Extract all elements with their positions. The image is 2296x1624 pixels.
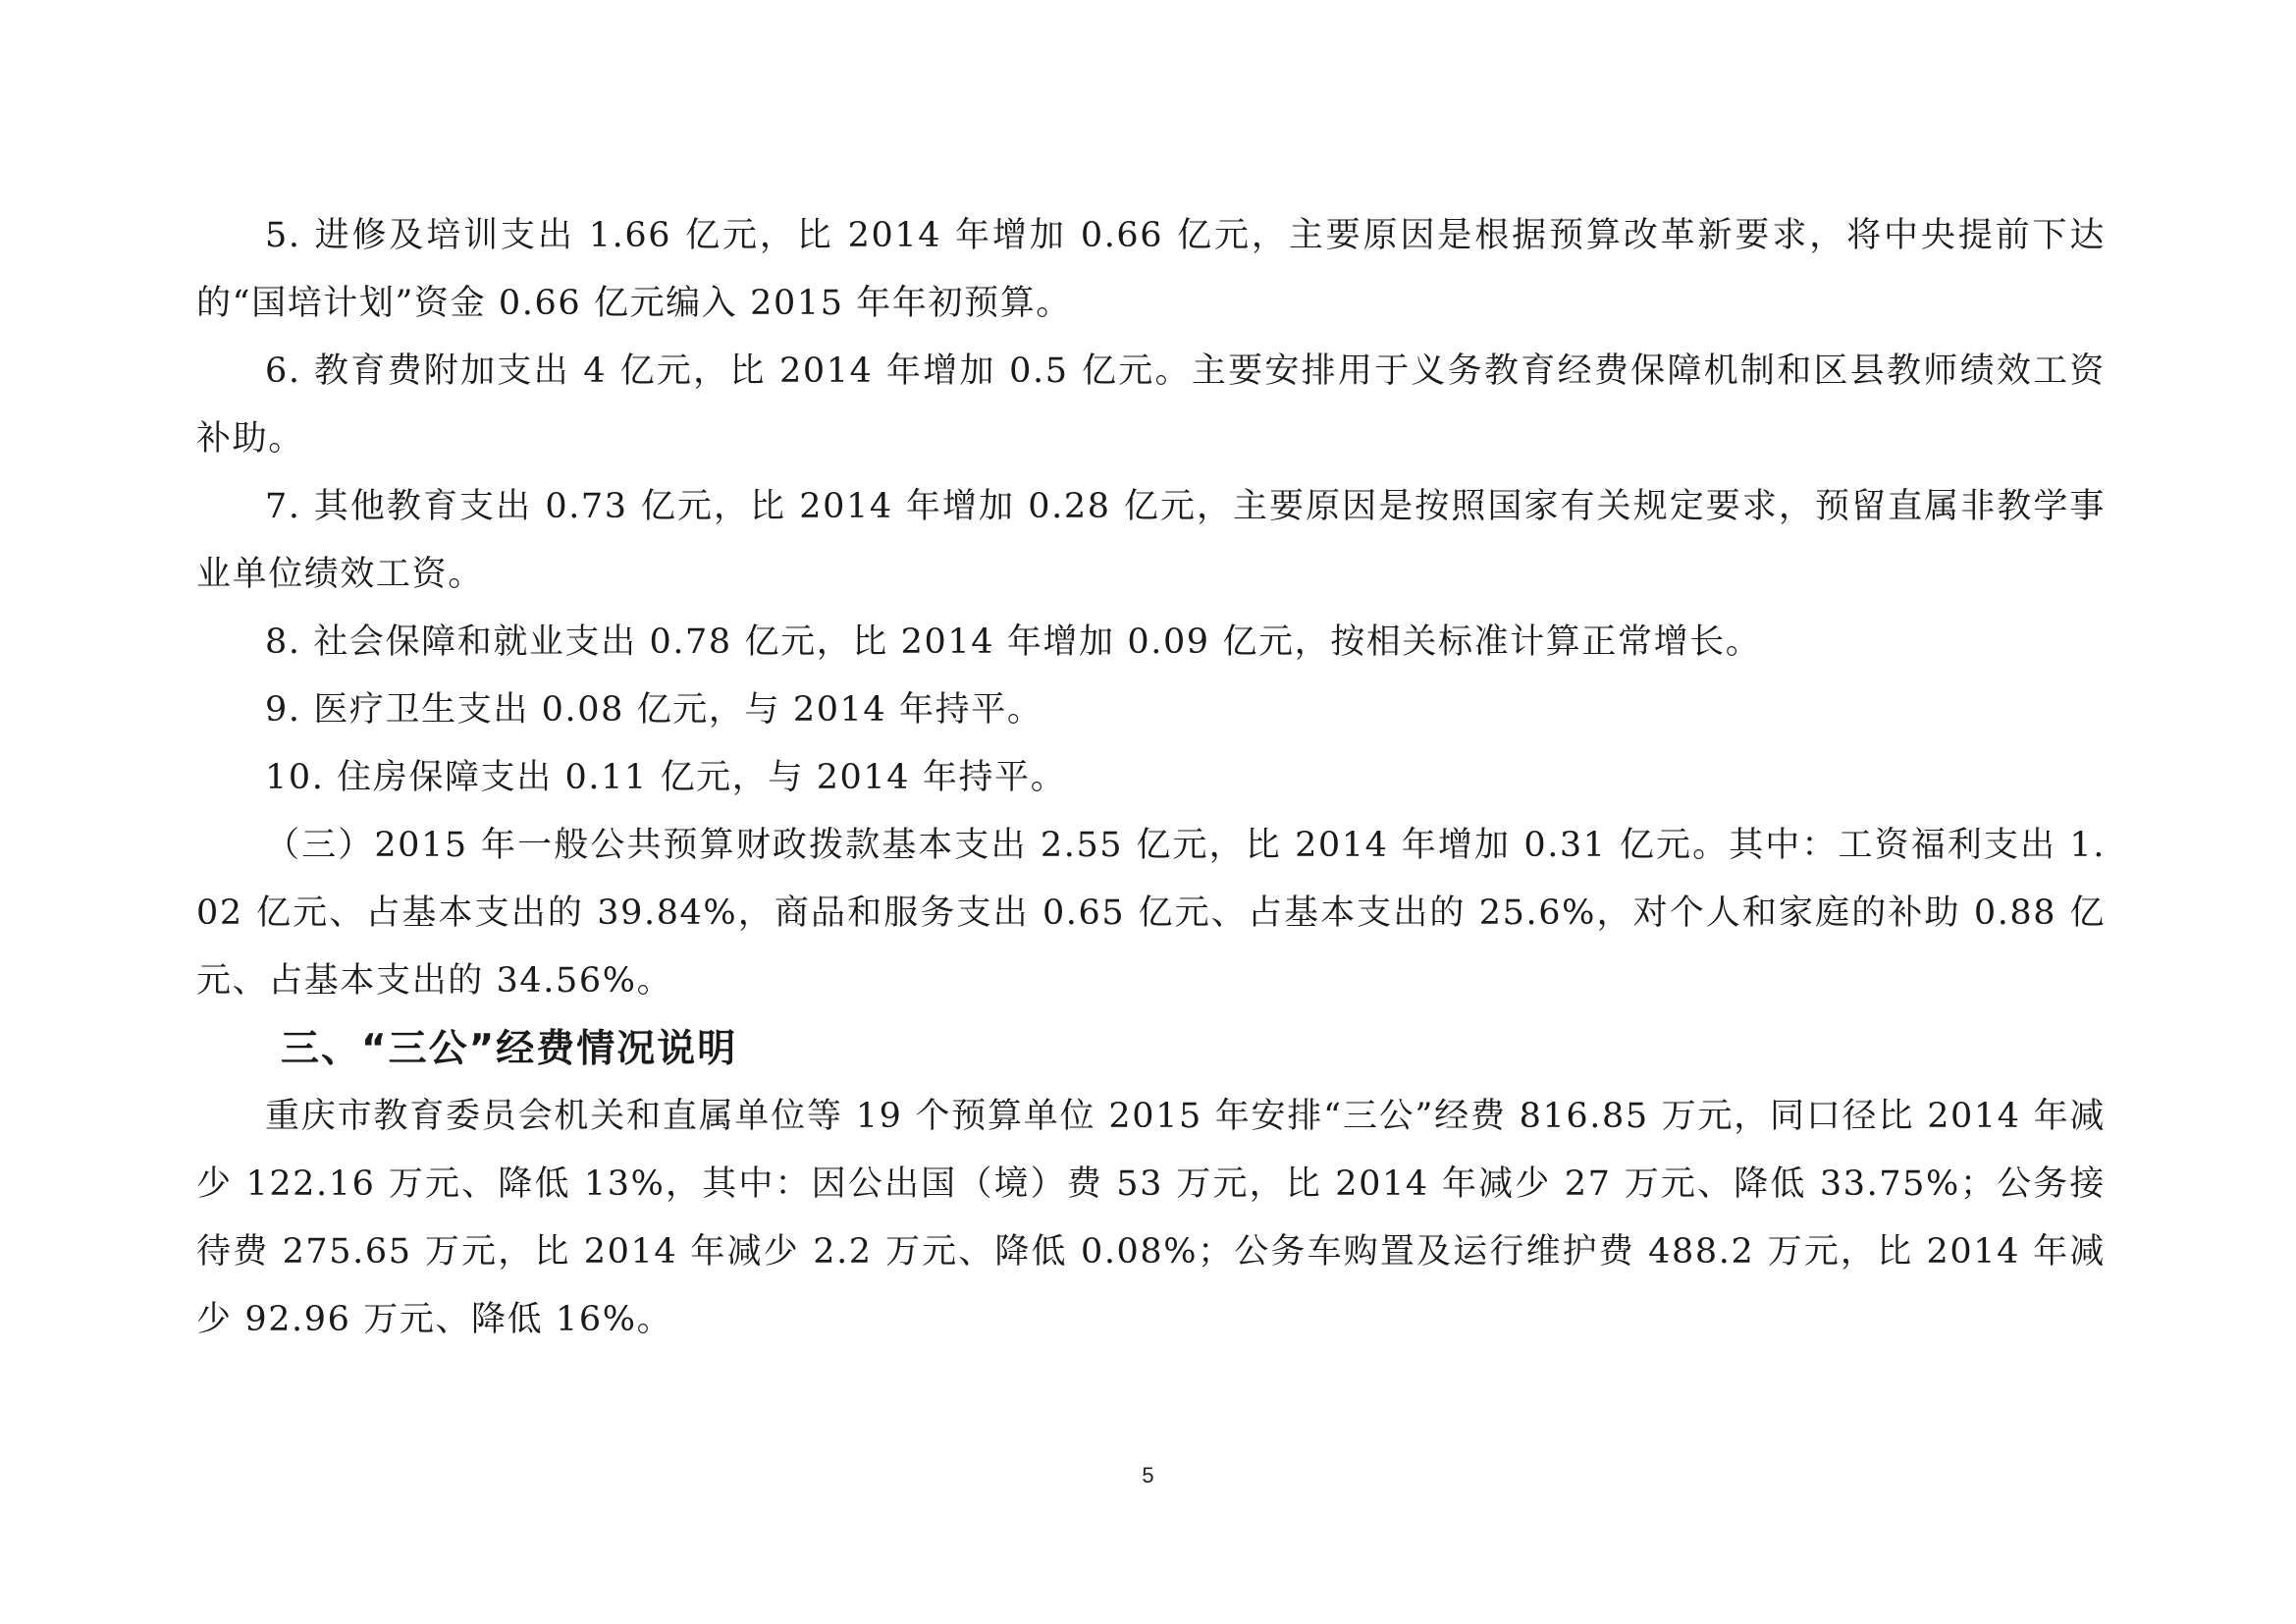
- paragraph-medical: 9. 医疗卫生支出 0.08 亿元，与 2014 年持平。: [265, 690, 1043, 730]
- section-heading: 三、“三公”经费情况说明: [281, 1027, 738, 1071]
- paragraph-education-surcharge: 6. 教育费附加支出 4 亿元，比 2014 年增加 0.5 亿元。主要安排用于义务教育经费保障机制和区县教师绩效工资补助。: [196, 352, 2106, 459]
- paragraph-housing: 10. 住房保障支出 0.11 亿元，与 2014 年持平。: [265, 758, 1067, 797]
- paragraph-training-expense: 5. 进修及培训支出 1.66 亿元，比 2014 年增加 0.66 亿元，主要原因是根据预算改革新要求，将中央提前下达的“国培计划”资金 0.66 亿元编入 2015 年年初预算。: [196, 216, 2106, 323]
- paragraph-basic-expenditure: （三）2015 年一般公共预算财政拨款基本支出 2.55 亿元，比 2014 年增加 0.31 亿元。其中：工资福利支出 1.02 亿元、占基本支出的 39.84%，商品和服务支出 0.65 亿元、占基本支出的 25.6%，对个人和家庭的补助 0.88 亿元、占基本支出的 34.56%。: [196, 826, 2106, 1001]
- paragraph-social-security: 8. 社会保障和就业支出 0.78 亿元，比 2014 年增加 0.09 亿元，按相关标准计算正常增长。: [265, 623, 1762, 662]
- document-body: [196, 202, 2106, 1354]
- page-number: 5: [1142, 1463, 1154, 1488]
- paragraph-other-education: 7. 其他教育支出 0.73 亿元，比 2014 年增加 0.28 亿元，主要原因是按照国家有关规定要求，预留直属非教学事业单位绩效工资。: [196, 487, 2106, 594]
- paragraph-three-public-funds: 重庆市教育委员会机关和直属单位等 19 个预算单位 2015 年安排“三公”经费 816.85 万元，同口径比 2014 年减少 122.16 万元、降低 13%，其中：因公出国（境）费 53 万元，比 2014 年减少 27 万元、降低 33.75%；公务接待费 275.65 万元，比 2014 年减少 2.2 万元、降低 0.08%；公务车购置及运行维护费 488.2 万元，比 2014 年减少 92.96 万元、降低 16%。: [196, 1097, 2106, 1339]
